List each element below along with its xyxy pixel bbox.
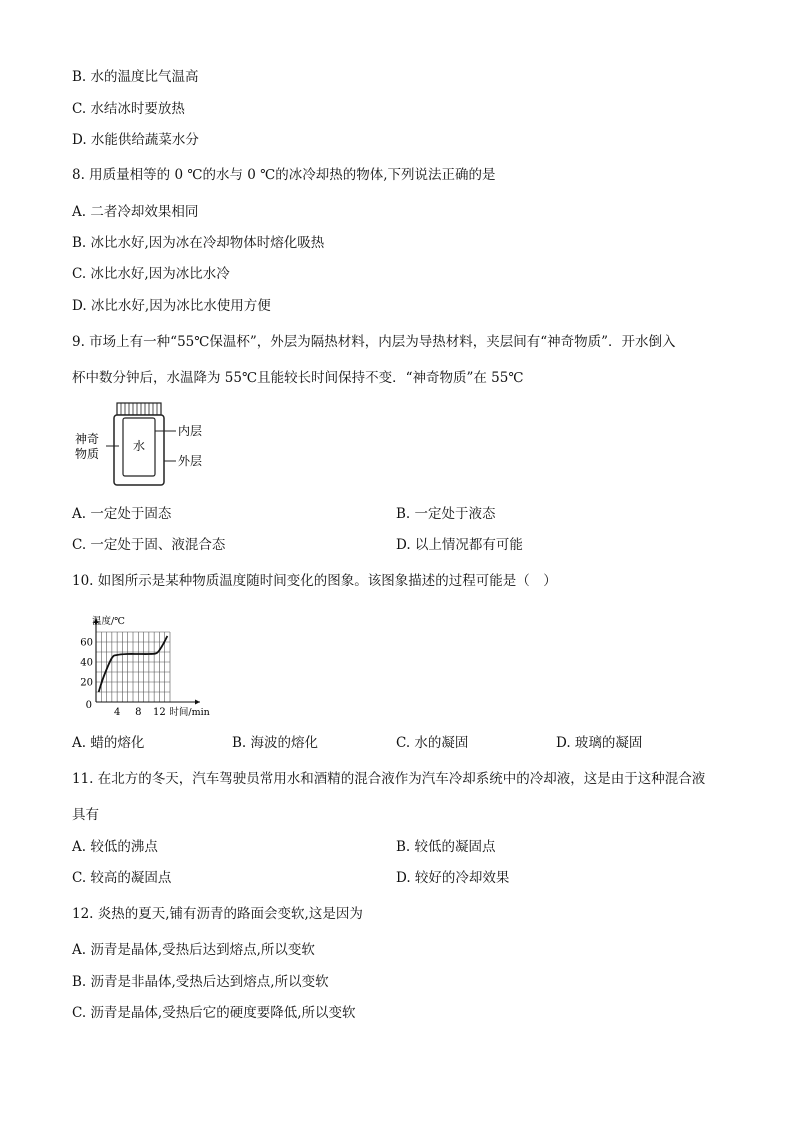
y-tick-label: 60 — [80, 637, 93, 649]
q9-option-d: D. 以上情况都有可能 — [396, 537, 523, 553]
q10-option-b: B. 海波的熔化 — [232, 735, 319, 751]
q11-option-b: B. 较低的凝固点 — [396, 839, 496, 855]
q12-stem: 12. 炎热的夏天,铺有沥青的路面会变软,这是因为 — [72, 906, 363, 922]
q8-option-c: C. 冰比水好,因为冰比水冷 — [72, 266, 230, 282]
q10-option-c: C. 水的凝固 — [396, 735, 469, 751]
q7-option-b: B. 水的温度比气温高 — [72, 69, 199, 85]
origin-label: 0 — [85, 700, 92, 711]
outer-layer-label: 外层 — [178, 454, 203, 468]
water-label: 水 — [132, 439, 146, 453]
q9-option-b: B. 一定处于液态 — [396, 506, 496, 522]
q9-option-c: C. 一定处于固、液混合态 — [72, 537, 226, 553]
y-tick-label: 40 — [80, 657, 93, 669]
magic-substance-label-2: 物质 — [75, 447, 100, 461]
y-tick-label: 20 — [80, 677, 93, 689]
q9-stem-line2: 杯中数分钟后，水温降为 55℃且能较长时间保持不变．“神奇物质”在 55℃ — [72, 370, 524, 386]
x-axis-title: 时间/min — [169, 707, 210, 718]
q12-option-b: B. 沥青是非晶体,受热后达到熔点,所以变软 — [72, 974, 329, 990]
q7-option-c: C. 水结冰时要放热 — [72, 101, 185, 117]
q9-stem-line1: 9. 市场上有一种“55℃保温杯”，外层为隔热材料，内层为导热材料，夹层间有“神奇物质”．开水倒入 — [72, 334, 676, 350]
q11-stem-line2: 具有 — [72, 807, 99, 823]
q12-option-a: A. 沥青是晶体,受热后达到熔点,所以变软 — [72, 942, 315, 958]
q8-stem: 8. 用质量相等的 0 ℃的水与 0 ℃的冰冷却热的物体,下列说法正确的是 — [72, 167, 496, 183]
x-tick-label: 4 — [113, 707, 121, 718]
x-tick-label: 8 — [135, 707, 142, 718]
y-axis-title: 温度/℃ — [92, 616, 125, 627]
q8-option-b: B. 冰比水好,因为冰在冷却物体时熔化吸热 — [72, 235, 325, 251]
q11-option-d: D. 较好的冷却效果 — [396, 870, 510, 886]
q8-option-a: A. 二者冷却效果相同 — [72, 204, 199, 220]
q7-option-d: D. 水能供给蔬菜水分 — [72, 132, 199, 148]
q9-option-a: A. 一定处于固态 — [72, 506, 172, 522]
temperature-time-chart — [72, 604, 222, 719]
x-axis-arrow — [195, 700, 200, 705]
x-tick-label: 12 — [153, 707, 166, 718]
q11-stem-line1: 11. 在北方的冬天，汽车驾驶员常用水和酒精的混合液作为汽车冷却系统中的冷却液，这是由于这种混合液 — [72, 771, 706, 787]
q11-option-c: C. 较高的凝固点 — [72, 870, 172, 886]
q11-option-a: A. 较低的沸点 — [72, 839, 158, 855]
q8-option-d: D. 冰比水好,因为冰比水使用方便 — [72, 298, 271, 314]
q12-option-c: C. 沥青是晶体,受热后它的硬度要降低,所以变软 — [72, 1005, 356, 1021]
q10-stem: 10. 如图所示是某种物质温度随时间变化的图象。该图象描述的过程可能是（ ） — [72, 573, 557, 589]
inner-layer-label: 内层 — [178, 424, 203, 438]
q9-thermos-figure — [72, 398, 222, 494]
q10-option-a: A. 蜡的熔化 — [72, 735, 145, 751]
q10-option-d: D. 玻璃的凝固 — [556, 735, 643, 751]
magic-substance-label-1: 神奇 — [75, 432, 100, 446]
